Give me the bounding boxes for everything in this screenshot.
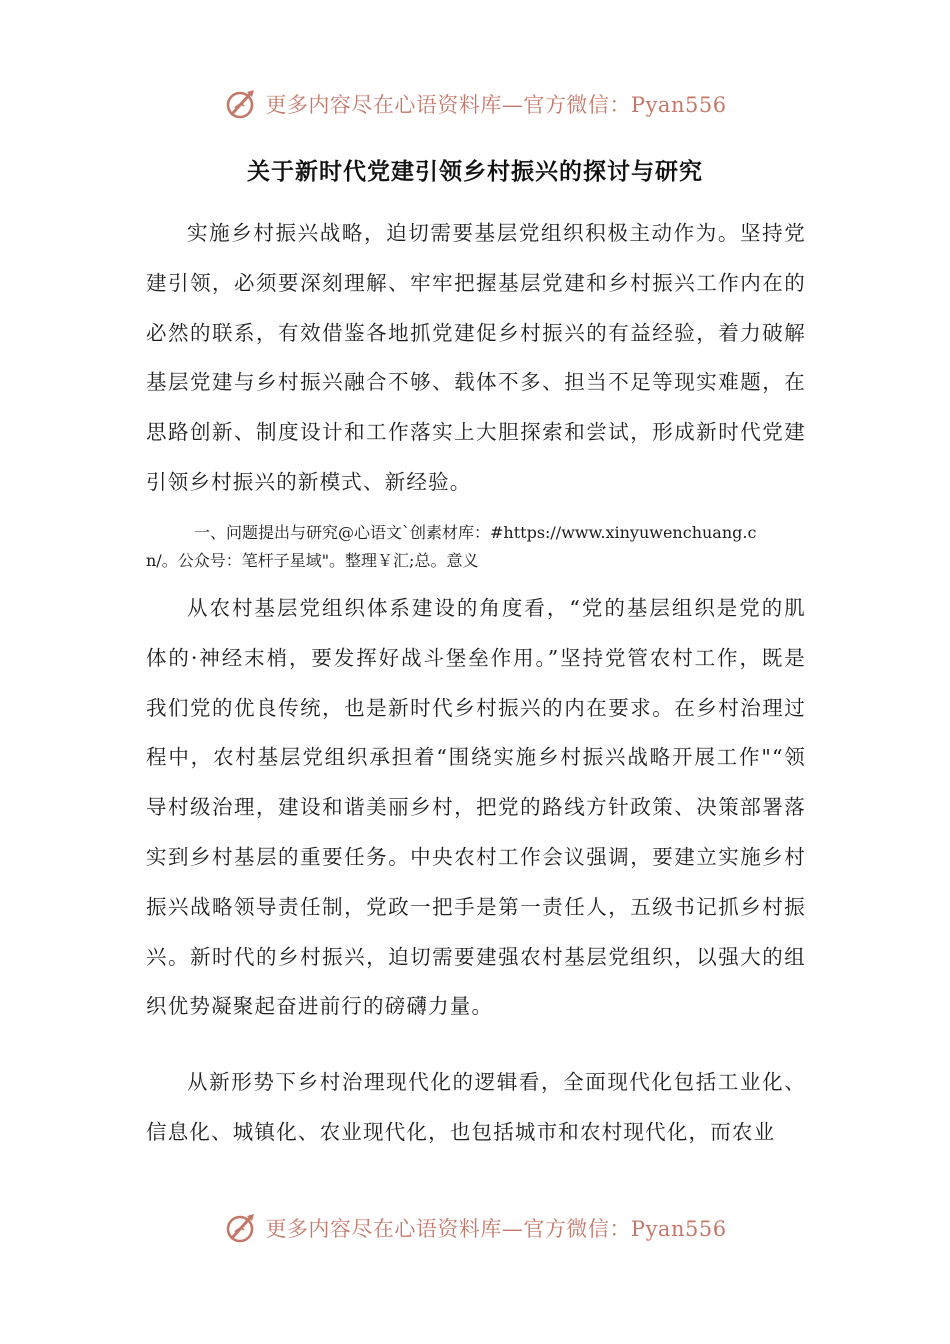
pen-nib-circle-icon [223,1210,259,1246]
section-heading: 一、问题提出与研究@心语文`创素材库：#https://www.xinyuwenchuang.cn/。公众号：笔杆子星域"。整理￥汇;总。意义 [146,523,757,570]
header-banner [0,84,950,124]
paragraph-3: 从新形势下乡村治理现代化的逻辑看，全面现代化包括工业化、信息化、城镇化、农业现代化，也包括城市和农村现代化，而农业 [146,1070,806,1144]
paragraph-2: 从农村基层党组织体系建设的角度看，“党的基层组织是党的肌体的·神经末梢，要发挥好战斗堡垒作用。”坚持党管农村工作，既是我们党的优良传统，也是新时代乡村振兴的内在要求。在乡村治理过程中，农村基层党组织承担着“围绕实施乡村振兴战略开展工作"“领导村级治理，建设和谐美丽乡村，把党的路线方针政策、决策部署落实到乡村基层的重要任务。中央农村工作会议强调，要建立实施乡村振兴战略领导责任制，党政一把手是第一责任人，五级书记抓乡村振兴。新时代的乡村振兴，迫切需要建强农村基层党组织，以强大的组织优势凝聚起奋进前行的磅礴力量。 [146,596,806,1019]
paragraph-1: 实施乡村振兴战略，迫切需要基层党组织积极主动作为。坚持党建引领，必须要深刻理解、牢牢把握基层党建和乡村振兴工作内在的必然的联系，有效借鉴各地抓党建促乡村振兴的有益经验，着力破解基层党建与乡村振兴融合不够、载体不多、担当不足等现实难题，在思路创新、制度设计和工作落实上大胆探索和尝试，形成新时代党建引领乡村振兴的新模式、新经验。 [146,221,806,494]
pen-nib-circle-icon [223,86,259,122]
footer-banner [0,1208,950,1248]
banner-text: 更多内容尽在心语资料库—官方微信：Pyan556 [265,93,727,117]
banner-text: 更多内容尽在心语资料库—官方微信：Pyan556 [265,1217,727,1241]
document-title: 关于新时代党建引领乡村振兴的探讨与研究 [247,159,703,185]
